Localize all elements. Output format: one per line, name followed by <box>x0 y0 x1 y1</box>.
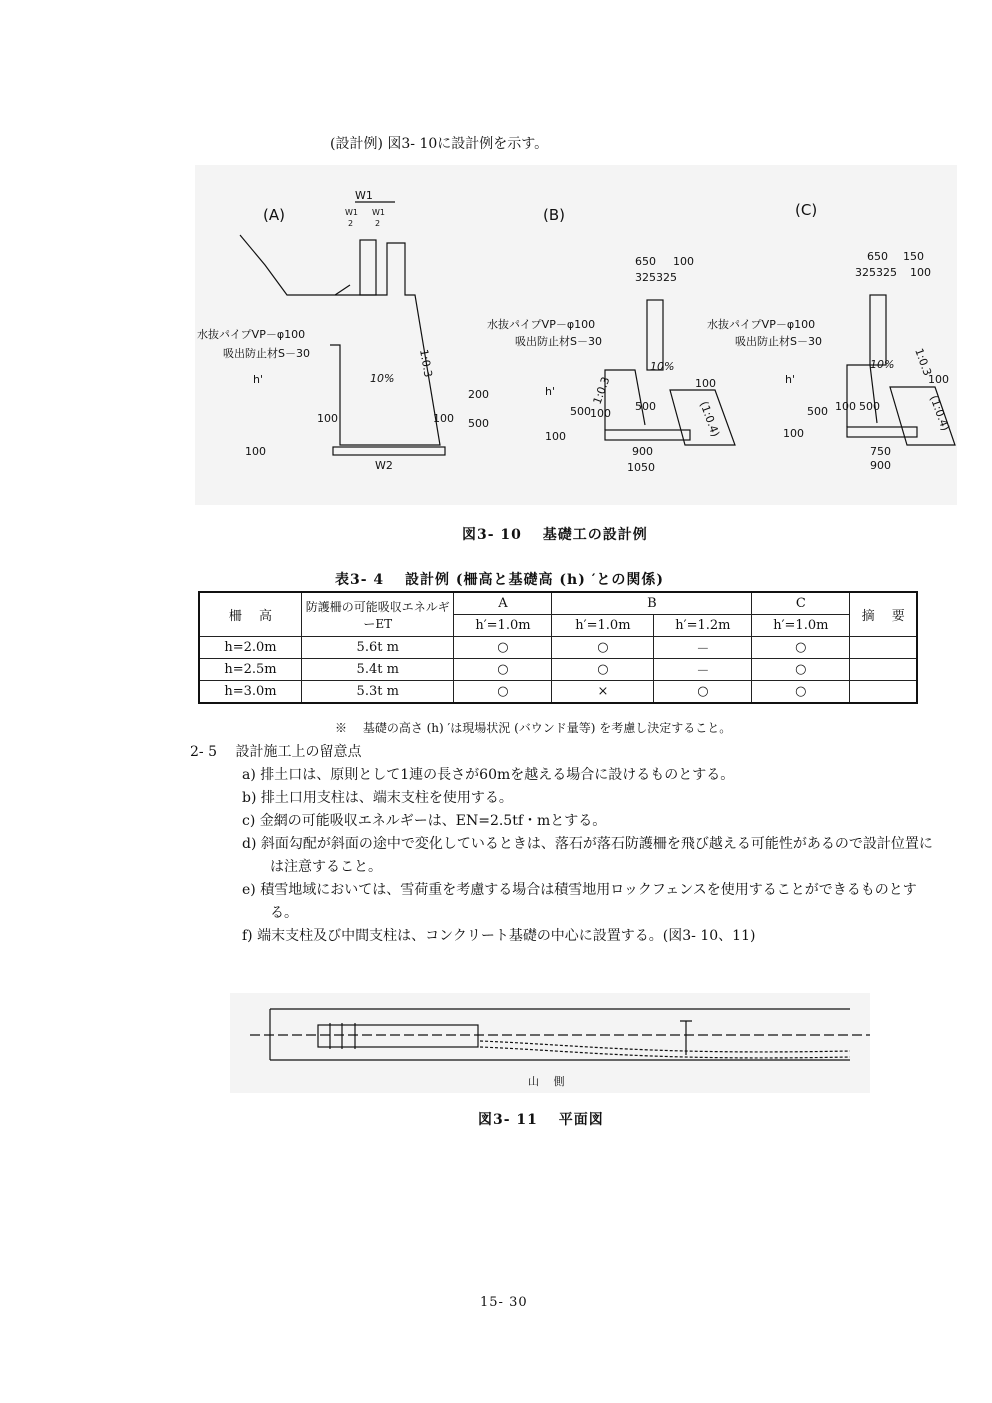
cell-c: ○ <box>752 681 850 704</box>
w1-half-a: W1 <box>345 208 358 217</box>
d500-c1: 500 <box>859 400 880 413</box>
cell-a: ○ <box>454 681 552 704</box>
d100-b3: 100 <box>545 430 566 443</box>
cell-c: ○ <box>752 637 850 659</box>
pipe-label-a: 水抜パイプVP－φ100 <box>197 328 306 341</box>
cell-b2: ○ <box>654 681 752 704</box>
cell-a: ○ <box>454 659 552 681</box>
d500-b1: 500 <box>635 400 656 413</box>
list-item: d) 斜面勾配が斜面の途中で変化しているときは、落石が落石防護柵を飛び越える可能性があるので設計位置には注意すること。 <box>242 836 933 875</box>
th-energy: 防護柵の可能吸収エネルギーET <box>301 592 453 637</box>
d500-b2: 500 <box>570 405 591 418</box>
cell-b1: ○ <box>552 659 654 681</box>
figure-3-10 <box>195 165 957 505</box>
table-3-4 <box>198 591 918 704</box>
th-col-b: B <box>552 592 752 615</box>
d900-b: 900 <box>632 445 653 458</box>
table-3-4-caption: 表3- 4 設計例 (柵高と基礎高 (h) ′との関係) <box>335 572 665 588</box>
dim-200-a: 200 <box>468 388 489 401</box>
d100-b0: 100 <box>673 255 694 268</box>
cell-a: ○ <box>454 637 552 659</box>
list-item: e) 積雪地域においては、雪荷重を考慮する場合は積雪地用ロックフェンスを使用することができるものとする。 <box>242 882 917 921</box>
stopper-label-a: 吸出防止材S－30 <box>223 347 310 360</box>
d900-c: 900 <box>870 459 891 472</box>
half-den-a: 2 <box>348 219 354 228</box>
d500-c2: 500 <box>807 405 828 418</box>
cell-h: h=3.0m <box>199 681 301 704</box>
w1-half-b: W1 <box>372 208 385 217</box>
ratio-wall-b: (1:0.4) <box>697 399 722 439</box>
dim-100-a3: 100 <box>245 445 266 458</box>
d100-c0: 100 <box>910 266 931 279</box>
table-row <box>199 681 917 704</box>
th-remarks: 摘 要 <box>850 592 917 637</box>
pipe-label-c: 水抜パイプVP－φ100 <box>707 318 816 331</box>
table-row <box>199 637 917 659</box>
list-item: b) 排土口用支柱は、端末支柱を使用する。 <box>242 790 513 806</box>
intro-text: (設計例) 図3- 10に設計例を示す。 <box>330 136 549 152</box>
dim-100-a2: 100 <box>433 412 454 425</box>
ratio-b: 1:0.3 <box>590 375 613 407</box>
slope-label-a: 10% <box>370 372 395 385</box>
cell-b2: － <box>654 659 752 681</box>
th-sub: h′=1.0m <box>552 615 654 637</box>
cell-remarks <box>850 659 917 681</box>
dim-500-a: 500 <box>468 417 489 430</box>
stopper-label-c: 吸出防止材S－30 <box>735 335 822 348</box>
section-title: 2- 5 設計施工上の留意点 <box>190 744 362 760</box>
cell-b1: × <box>552 681 654 704</box>
cell-remarks <box>850 637 917 659</box>
d100-c2: 100 <box>928 373 949 386</box>
page-number: 15- 30 <box>480 1295 528 1310</box>
list-item: a) 排土口は、原則として1連の長さが60mを越える場合に設けるものとする。 <box>242 767 735 783</box>
d100-c1: 100 <box>835 400 856 413</box>
h-prime-c: h' <box>785 373 795 386</box>
half-den-b: 2 <box>375 219 381 228</box>
w2-label: W2 <box>375 459 393 472</box>
d650-b: 650 <box>635 255 656 268</box>
ratio-wall-c: (1:0.4) <box>927 393 952 433</box>
slope-label-c: 10% <box>870 358 895 371</box>
list-item: c) 金網の可能吸収エネルギーは、EN=2.5tf・mとする。 <box>242 813 607 829</box>
th-sub: h′=1.0m <box>752 615 850 637</box>
cell-remarks <box>850 681 917 704</box>
d100-b1: 100 <box>590 407 611 420</box>
section-items <box>242 764 942 948</box>
ratio-a: 1:0.3 <box>417 348 435 379</box>
th-col-c: C <box>752 592 850 615</box>
stopper-label-b: 吸出防止材S－30 <box>515 335 602 348</box>
figure-3-11-caption: 図3- 11 平面図 <box>478 1112 604 1128</box>
th-sub: h′=1.0m <box>454 615 552 637</box>
cell-h: h=2.0m <box>199 637 301 659</box>
pipe-label-b: 水抜パイプVP－φ100 <box>487 318 596 331</box>
cell-et: 5.3t m <box>301 681 453 704</box>
slope-label-b: 10% <box>650 360 675 373</box>
h-prime-b: h' <box>545 385 555 398</box>
figure-3-11 <box>230 993 870 1093</box>
d100-c3: 100 <box>783 427 804 440</box>
w1-label: W1 <box>355 189 373 202</box>
cell-et: 5.6t m <box>301 637 453 659</box>
th-col-a: A <box>454 592 552 615</box>
d325-b: 325325 <box>635 271 677 284</box>
panel-label-c: (C) <box>795 201 818 219</box>
th-fence-height: 柵 高 <box>199 592 301 637</box>
cell-h: h=2.5m <box>199 659 301 681</box>
dim-100-a1: 100 <box>317 412 338 425</box>
d1050-b: 1050 <box>627 461 655 474</box>
cell-b1: ○ <box>552 637 654 659</box>
h-prime-a: h' <box>253 373 263 386</box>
panel-label-b: (B) <box>543 206 565 224</box>
d100-b2: 100 <box>695 377 716 390</box>
cell-b2: － <box>654 637 752 659</box>
panel-label-a: (A) <box>263 206 285 224</box>
d650-c: 650 <box>867 250 888 263</box>
cell-et: 5.4t m <box>301 659 453 681</box>
d325-c: 325325 <box>855 266 897 279</box>
list-item: f) 端末支柱及び中間支柱は、コンクリート基礎の中心に設置する。(図3- 10、11) <box>242 928 756 944</box>
d150-c: 150 <box>903 250 924 263</box>
th-sub: h′=1.2m <box>654 615 752 637</box>
d750-c: 750 <box>870 445 891 458</box>
ratio-c: 1:0.3 <box>912 346 935 378</box>
table-row <box>199 659 917 681</box>
table-note: ※ 基礎の高さ (h) ′は現場状況 (バウンド量等) を考慮し決定すること。 <box>335 721 732 735</box>
figure-3-10-caption: 図3- 10 基礎工の設計例 <box>462 527 648 543</box>
side-label: 山 側 <box>528 1075 565 1088</box>
cell-c: ○ <box>752 659 850 681</box>
